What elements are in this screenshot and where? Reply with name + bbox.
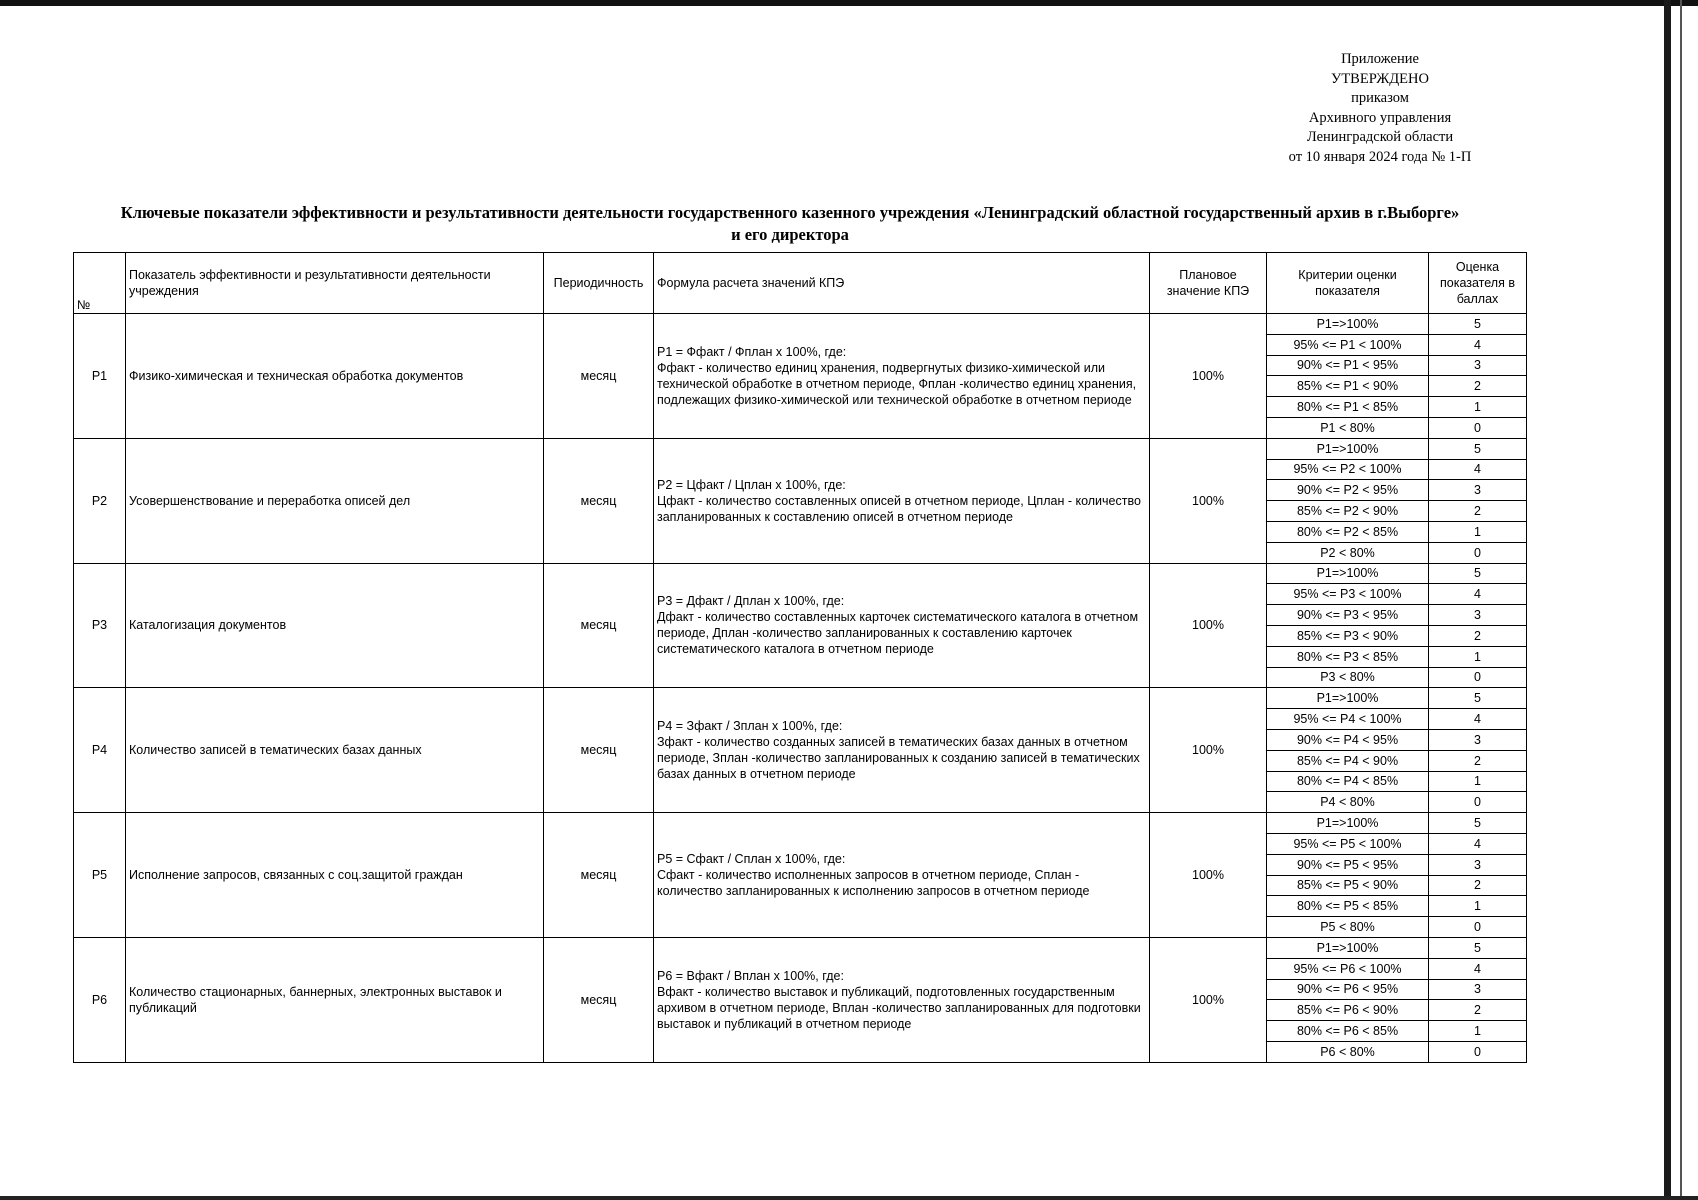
score-cell: 2 <box>1429 501 1527 522</box>
score-cell: 3 <box>1429 979 1527 1000</box>
table-row <box>74 813 1527 834</box>
indicator-code: Р5 <box>74 813 126 938</box>
formula-expression: Р2 = Цфакт / Цплан х 100%, где: <box>657 477 846 492</box>
indicator-plan-value: 100% <box>1150 563 1267 688</box>
indicator-plan-value: 100% <box>1150 813 1267 938</box>
indicator-code: Р4 <box>74 688 126 813</box>
indicator-period: месяц <box>544 688 654 813</box>
table-row <box>74 563 1527 584</box>
criteria-cell: Р1=>100% <box>1267 937 1429 958</box>
score-cell: 0 <box>1429 417 1527 438</box>
score-cell: 5 <box>1429 688 1527 709</box>
score-cell: 4 <box>1429 958 1527 979</box>
table-row <box>74 438 1527 459</box>
score-cell: 2 <box>1429 376 1527 397</box>
criteria-cell: 85% <= Р1 < 90% <box>1267 376 1429 397</box>
criteria-cell: 80% <= Р3 < 85% <box>1267 646 1429 667</box>
criteria-cell: Р2 < 80% <box>1267 542 1429 563</box>
score-cell: 5 <box>1429 813 1527 834</box>
criteria-cell: 80% <= Р5 < 85% <box>1267 896 1429 917</box>
criteria-cell: 85% <= Р6 < 90% <box>1267 1000 1429 1021</box>
scan-edge-right-line <box>1680 0 1682 1200</box>
score-cell: 3 <box>1429 355 1527 376</box>
criteria-cell: Р1 < 80% <box>1267 417 1429 438</box>
criteria-cell: 85% <= Р4 < 90% <box>1267 750 1429 771</box>
formula-expression: Р3 = Дфакт / Дплан х 100%, где: <box>657 594 845 609</box>
score-cell: 5 <box>1429 563 1527 584</box>
score-cell: 2 <box>1429 1000 1527 1021</box>
indicator-plan-value: 100% <box>1150 688 1267 813</box>
criteria-cell: 85% <= Р3 < 90% <box>1267 625 1429 646</box>
score-cell: 1 <box>1429 521 1527 542</box>
approval-line: Приложение <box>1341 51 1419 67</box>
score-cell: 0 <box>1429 792 1527 813</box>
score-cell: 1 <box>1429 646 1527 667</box>
indicator-name: Количество стационарных, баннерных, электронных выставок и публикаций <box>126 937 544 1062</box>
score-cell: 5 <box>1429 314 1527 335</box>
indicator-period: месяц <box>544 813 654 938</box>
indicator-code: Р3 <box>74 563 126 688</box>
criteria-cell: 80% <= Р6 < 85% <box>1267 1021 1429 1042</box>
table-row <box>74 688 1527 709</box>
criteria-cell: Р3 < 80% <box>1267 667 1429 688</box>
table-row <box>74 937 1527 958</box>
scan-edge-bottom <box>0 1196 1698 1200</box>
formula-explanation: Ффакт - количество единиц хранения, подвергнутых физико-химической или технической обработке в отчетном периоде, Фплан -количество единиц хранения, подлежащих физико-химической или технической обработке в отчетном периоде <box>657 360 1137 407</box>
criteria-cell: 90% <= Р2 < 95% <box>1267 480 1429 501</box>
indicator-name: Каталогизация документов <box>126 563 544 688</box>
document-title-line-1: Ключевые показатели эффективности и результативности деятельности государственного казенного учреждения «Ленинградский областной государственный архив в г.Выборге» <box>120 203 1460 222</box>
criteria-cell: Р4 < 80% <box>1267 792 1429 813</box>
approval-line: УТВЕРЖДЕНО <box>1331 70 1429 87</box>
table-row <box>74 314 1527 335</box>
criteria-cell: 95% <= Р4 < 100% <box>1267 709 1429 730</box>
header-formula: Формула расчета значений КПЭ <box>654 253 1150 314</box>
indicator-plan-value: 100% <box>1150 937 1267 1062</box>
score-cell: 4 <box>1429 584 1527 605</box>
indicator-plan-value: 100% <box>1150 314 1267 439</box>
criteria-cell: 85% <= Р5 < 90% <box>1267 875 1429 896</box>
table-header-row <box>74 253 1527 314</box>
score-cell: 5 <box>1429 438 1527 459</box>
header-criteria: Критерии оценки показателя <box>1267 253 1429 314</box>
approval-line: приказом <box>1351 90 1409 106</box>
score-cell: 5 <box>1429 937 1527 958</box>
indicator-name: Количество записей в тематических базах данных <box>126 688 544 813</box>
document-title-line-2: и его директора <box>731 225 849 244</box>
indicator-name: Усовершенствование и переработка описей дел <box>126 438 544 563</box>
score-cell: 1 <box>1429 1021 1527 1042</box>
score-cell: 0 <box>1429 1041 1527 1062</box>
score-cell: 3 <box>1429 480 1527 501</box>
indicator-period: месяц <box>544 438 654 563</box>
criteria-cell: 95% <= Р6 < 100% <box>1267 958 1429 979</box>
kpi-table <box>73 252 1527 1063</box>
indicator-period: месяц <box>544 314 654 439</box>
criteria-cell: 80% <= Р1 < 85% <box>1267 397 1429 418</box>
document-title <box>60 202 1520 246</box>
score-cell: 3 <box>1429 729 1527 750</box>
score-cell: 4 <box>1429 334 1527 355</box>
criteria-cell: 80% <= Р4 < 85% <box>1267 771 1429 792</box>
score-cell: 3 <box>1429 854 1527 875</box>
criteria-cell: Р1=>100% <box>1267 314 1429 335</box>
score-cell: 1 <box>1429 397 1527 418</box>
formula-expression: Р1 = Ффакт / Фплан х 100%, где: <box>657 344 847 359</box>
formula-expression: Р4 = Зфакт / Зплан х 100%, где: <box>657 719 843 734</box>
formula-expression: Р5 = Сфакт / Сплан х 100%, где: <box>657 852 846 867</box>
score-cell: 2 <box>1429 625 1527 646</box>
formula-explanation: Сфакт - количество исполненных запросов в отчетном периоде, Сплан - количество запланированных к исполнению запросов в отчетном периоде <box>657 868 1090 899</box>
criteria-cell: 95% <= Р3 < 100% <box>1267 584 1429 605</box>
indicator-period: месяц <box>544 563 654 688</box>
criteria-cell: Р1=>100% <box>1267 438 1429 459</box>
formula-explanation: Дфакт - количество составленных карточек систематического каталога в отчетном периоде, Дплан -количество запланированных к составлению карточек систематического каталога в отчетном периоде <box>657 610 1139 657</box>
header-period: Периодичность <box>544 253 654 314</box>
scan-edge-top <box>0 0 1698 6</box>
score-cell: 4 <box>1429 459 1527 480</box>
criteria-cell: Р1=>100% <box>1267 688 1429 709</box>
approval-line: Ленинградской области <box>1306 129 1454 145</box>
criteria-cell: 90% <= Р6 < 95% <box>1267 979 1429 1000</box>
header-score: Оценка показателя в баллах <box>1429 253 1527 314</box>
score-cell: 2 <box>1429 875 1527 896</box>
header-plan: Плановое значение КПЭ <box>1150 253 1267 314</box>
indicator-formula <box>654 937 1150 1062</box>
formula-explanation: Вфакт - количество выставок и публикаций, подготовленных государственным архивом в отчетном периоде, Вплан -количество запланированных для подготовки выставок и публикаций в отчетном периоде <box>657 984 1141 1031</box>
formula-explanation: Цфакт - количество составленных описей в отчетном периоде, Цплан - количество запланированных к составлению описей в отчетном периоде <box>657 493 1141 524</box>
scan-edge-right <box>1664 0 1671 1200</box>
criteria-cell: 85% <= Р2 < 90% <box>1267 501 1429 522</box>
formula-explanation: Зфакт - количество созданных записей в тематических базах данных в отчетном периоде, Зплан -количество запланированных к созданию записей в тематических базах данных в отчетном периоде <box>657 735 1140 782</box>
indicator-formula <box>654 563 1150 688</box>
score-cell: 1 <box>1429 771 1527 792</box>
score-cell: 0 <box>1429 667 1527 688</box>
indicator-formula <box>654 314 1150 439</box>
score-cell: 4 <box>1429 833 1527 854</box>
criteria-cell: 95% <= Р1 < 100% <box>1267 334 1429 355</box>
header-indicator: Показатель эффективности и результативности деятельности учреждения <box>126 253 544 314</box>
criteria-cell: Р5 < 80% <box>1267 917 1429 938</box>
indicator-formula <box>654 813 1150 938</box>
criteria-cell: 95% <= Р5 < 100% <box>1267 833 1429 854</box>
criteria-cell: Р1=>100% <box>1267 813 1429 834</box>
score-cell: 4 <box>1429 709 1527 730</box>
indicator-period: месяц <box>544 937 654 1062</box>
indicator-code: Р6 <box>74 937 126 1062</box>
score-cell: 0 <box>1429 917 1527 938</box>
criteria-cell: 80% <= Р2 < 85% <box>1267 521 1429 542</box>
indicator-name: Физико-химическая и техническая обработка документов <box>126 314 544 439</box>
approval-line: от 10 января 2024 года № 1-П <box>1288 148 1472 165</box>
indicator-formula <box>654 438 1150 563</box>
criteria-cell: 90% <= Р1 < 95% <box>1267 355 1429 376</box>
indicator-name: Исполнение запросов, связанных с соц.защитой граждан <box>126 813 544 938</box>
approval-stamp-block <box>1230 50 1530 167</box>
criteria-cell: Р6 < 80% <box>1267 1041 1429 1062</box>
approval-line: Архивного управления <box>1308 109 1452 126</box>
criteria-cell: 90% <= Р3 < 95% <box>1267 605 1429 626</box>
criteria-cell: 90% <= Р4 < 95% <box>1267 729 1429 750</box>
indicator-formula <box>654 688 1150 813</box>
indicator-plan-value: 100% <box>1150 438 1267 563</box>
header-num: № <box>74 253 126 314</box>
criteria-cell: 90% <= Р5 < 95% <box>1267 854 1429 875</box>
score-cell: 0 <box>1429 542 1527 563</box>
kpi-table-body <box>74 314 1527 1063</box>
score-cell: 3 <box>1429 605 1527 626</box>
criteria-cell: Р1=>100% <box>1267 563 1429 584</box>
score-cell: 1 <box>1429 896 1527 917</box>
indicator-code: Р2 <box>74 438 126 563</box>
formula-expression: Р6 = Вфакт / Вплан х 100%, где: <box>657 968 844 983</box>
criteria-cell: 95% <= Р2 < 100% <box>1267 459 1429 480</box>
score-cell: 2 <box>1429 750 1527 771</box>
indicator-code: Р1 <box>74 314 126 439</box>
